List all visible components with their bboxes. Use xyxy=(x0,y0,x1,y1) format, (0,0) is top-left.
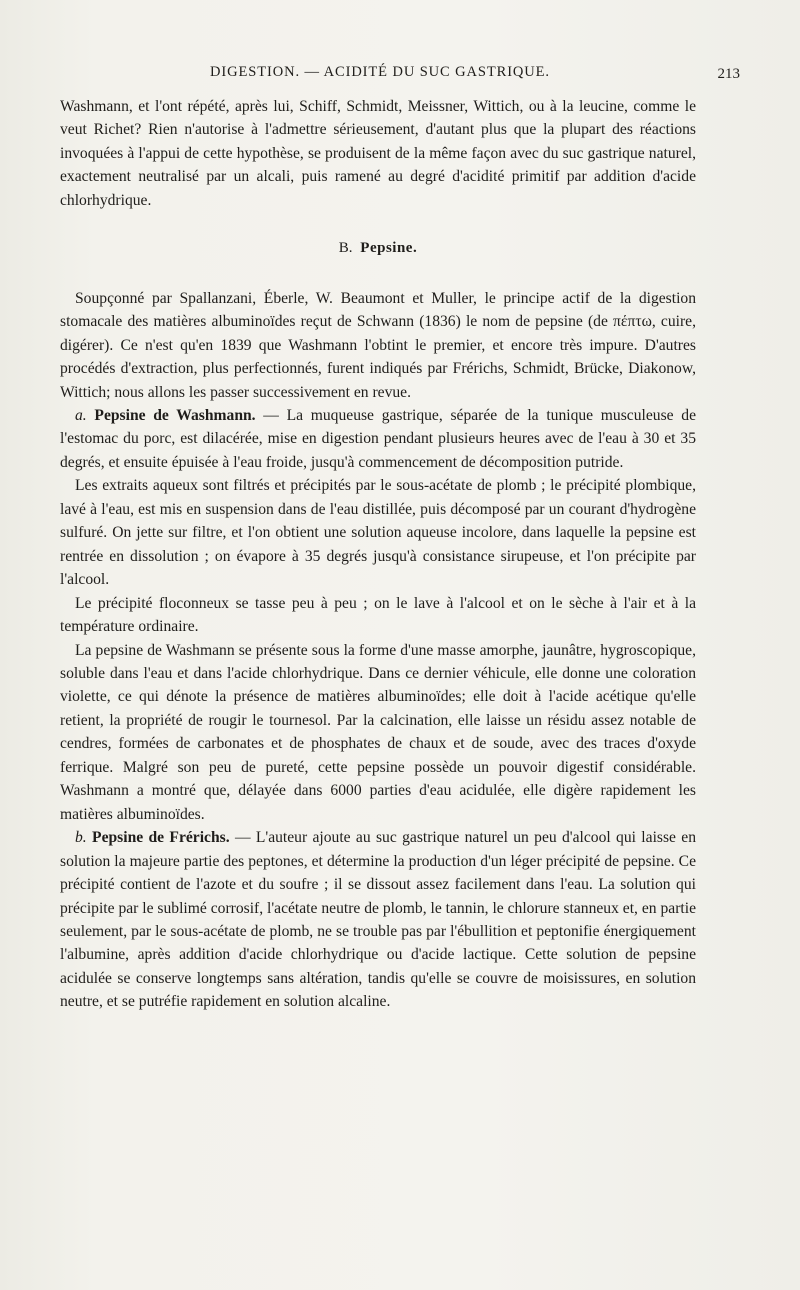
section-heading-pepsine xyxy=(60,237,696,260)
running-head xyxy=(60,64,740,90)
paragraph-washmann-properties: La pepsine de Washmann se présente sous la forme d'une masse amorphe, jaunâtre, hygroscopique, soluble dans l'eau et dans l'acide chlorhydrique. Dans ce dernier véhicule, elle donne une coloration violette, ce qui dénote la présence de matières albuminoïdes; elle doit à l'acide acétique qu'elle retient, la propriété de rougir le tournesol. Par la calcination, elle laisse un résidu assez notable de cendres, formées de carbonates et de phosphates de chaux et de soude, avec des traces d'oxyde ferrique. Malgré son peu de pureté, cette pepsine possède un pouvoir digestif considérable. Washmann a montré que, délayée dans 6000 parties d'eau acidulée, elle digère rapidement les matières albuminoïdes. xyxy=(60,641,696,823)
paragraph-extraits: Les extraits aqueux sont filtrés et précipités par le sous-acétate de plomb ; le précipité plombique, lavé à l'eau, est mis en suspension dans de l'eau distillée, puis décomposé par un courant d'hydrogène sulfuré. On jette sur filtre, et l'on obtient une solution aqueuse incolore, dans laquelle la pepsine est rentrée en dissolution ; on évapore à 35 degrés jusqu'à consistance sirupeuse, et l'on précipite par l'alcool. xyxy=(60,477,696,589)
paragraph-precipite: Le précipité floconneux se tasse peu à peu ; on le lave à l'alcool et on le sèche à l'air et à la température ordinaire. xyxy=(60,594,696,636)
subsection-letter-a: a. xyxy=(75,406,87,424)
paragraph-continuation: Washmann, et l'ont répété, après lui, Schiff, Schmidt, Meissner, Wittich, ou à la leucine, comme le veut Richet? Rien n'autorise à l'admettre sérieusement, d'autant plus que la plupart des réactions invoquées à l'appui de cette hypothèse, se produisent de la même façon avec du suc gastrique naturel, exactement neutralisé par un alcali, puis ramené au degré d'acidité primitif par addition d'acide chlorhydrique. xyxy=(60,98,696,209)
paragraph-pepsine-intro: Soupçonné par Spallanzani, Éberle, W. Beaumont et Muller, le principe actif de la digestion stomacale des matières albuminoïdes reçut de Schwann (1836) le nom de pepsine (de πέπτω, cuire, digérer). Ce n'est qu'en 1839 que Washmann l'obtint le premier, et encore très impure. D'autres procédés d'extraction, plus perfectionnés, furent indiqués par Frérichs, Schmidt, Brücke, Diakonow, Wittich; nous allons les passer successivement en revue. xyxy=(60,289,696,401)
paragraph-washmann xyxy=(60,404,696,474)
section-letter: B. xyxy=(338,240,353,257)
section-title: Pepsine. xyxy=(360,240,418,257)
subsection-title-washmann: Pepsine de Washmann. xyxy=(94,406,256,424)
paragraph-frerichs xyxy=(60,826,696,1014)
subsection-letter-b: b. xyxy=(75,829,87,847)
body-text xyxy=(60,95,696,1014)
paragraph-washmann-text: — La muqueuse gastrique, séparée de la tunique musculeuse de l'estomac du porc, est dilacérée, mise en digestion pendant plusieurs heures avec de l'eau à 30 et 35 degrés, et ensuite épuisée à l'eau froide, jusqu'à commencement de décomposition putride. xyxy=(60,406,696,471)
running-title: DIGESTION. — ACIDITÉ DU SUC GASTRIQUE. xyxy=(210,64,550,80)
subsection-title-frerichs: Pepsine de Frérichs. xyxy=(92,829,230,847)
page-number: 213 xyxy=(717,66,740,82)
paragraph-frerichs-text: — L'auteur ajoute au suc gastrique naturel un peu d'alcool qui laisse en solution la majeure partie des peptones, et détermine la production d'un léger précipité de pepsine. Ce précipité contient de l'azote et du soufre ; il se dissout assez facilement dans l'eau. La solution qui précipite par le sublimé corrosif, l'acétate neutre de plomb, le tannin, le chlorure stanneux et, en partie seulement, par le sous-acétate de plomb, ne se trouble pas par l'ébullition et peptonifie énergiquement l'albumine, après addition d'acide chlorhydrique ou d'acide lactique. Cette solution de pepsine acidulée se conserve longtemps sans altération, tandis qu'elle se couvre de moisissures, en solution neutre, et se putréfie rapidement en solution alcaline. xyxy=(60,829,697,1011)
